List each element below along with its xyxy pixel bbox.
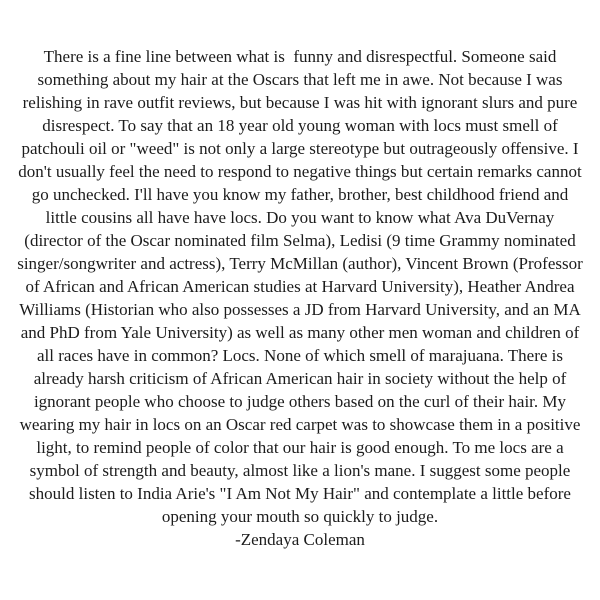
statement-line: patchouli oil or "weed" is not only a large stereotype but outrageously offensive. I xyxy=(21,139,579,158)
statement-line: (director of the Oscar nominated film Selma), Ledisi (9 time Grammy nominated xyxy=(24,231,576,250)
statement-line: and PhD from Yale University) as well as many other men woman and children of xyxy=(20,323,580,342)
statement-line: opening your mouth so quickly to judge. xyxy=(161,507,439,526)
signature: -Zendaya Coleman xyxy=(235,530,365,549)
statement-line: all races have in common? Locs. None of which smell of marajuana. There is xyxy=(36,346,564,365)
statement-line: disrespect. To say that an 18 year old young woman with locs must smell of xyxy=(42,116,558,135)
statement-line: wearing my hair in locs on an Oscar red carpet was to showcase them in a positive xyxy=(19,415,581,434)
statement-line: ignorant people who choose to judge others based on the curl of their hair. My xyxy=(33,392,567,411)
statement-line: singer/songwriter and actress), Terry McMillan (author), Vincent Brown (Professor xyxy=(17,254,583,273)
statement-line: Williams (Historian who also possesses a JD from Harvard University, and an MA xyxy=(19,300,581,319)
statement-line: should listen to India Arie's "I Am Not My Hair" and contemplate a little before xyxy=(29,484,571,503)
statement-line: of African and African American studies at Harvard University), Heather Andrea xyxy=(25,277,575,296)
statement-line: light, to remind people of color that our hair is good enough. To me locs are a xyxy=(36,438,564,457)
statement-line: There is a fine line between what is funny and disrespectful. Someone said xyxy=(43,47,557,66)
statement-line: symbol of strength and beauty, almost like a lion's mane. I suggest some people xyxy=(29,461,571,480)
statement-line: something about my hair at the Oscars that left me in awe. Not because I was xyxy=(37,70,563,89)
statement-line: already harsh criticism of African American hair in society without the help of xyxy=(33,369,567,388)
statement-line: go unchecked. I'll have you know my father, brother, best childhood friend and xyxy=(31,185,569,204)
statement-line: don't usually feel the need to respond to negative things but certain remarks cannot xyxy=(18,162,582,181)
statement-line: little cousins all have have locs. Do you want to know what Ava DuVernay xyxy=(45,208,555,227)
statement-line: relishing in rave outfit reviews, but because I was hit with ignorant slurs and pure xyxy=(22,93,578,112)
